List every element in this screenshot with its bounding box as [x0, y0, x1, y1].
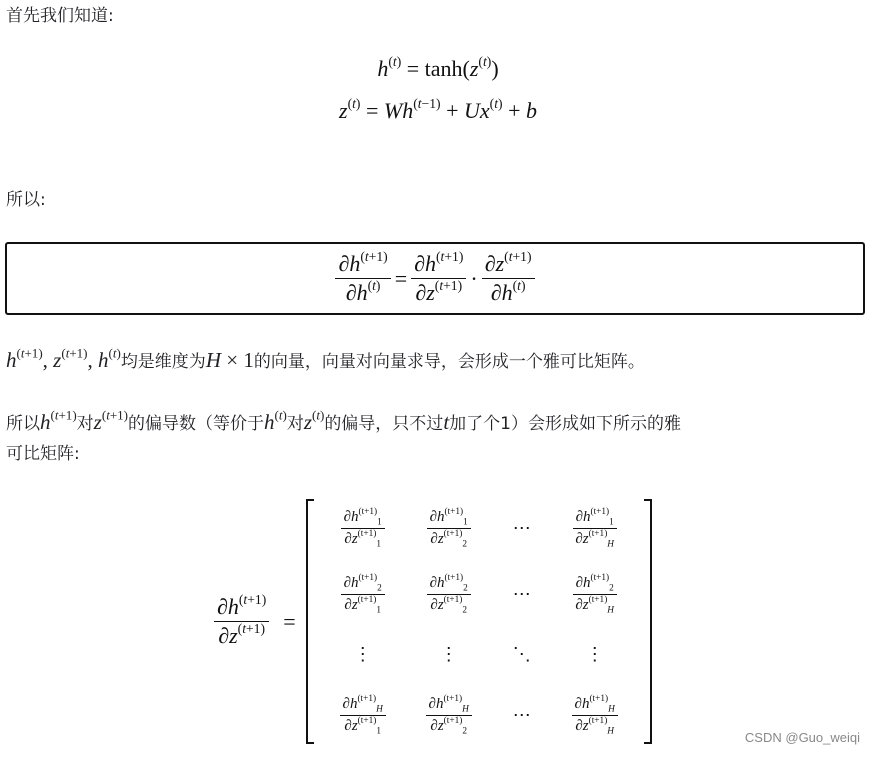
- boxed-equation: $\frac{\partial h^{(t+1)}}{\partial h^{(t)}}$ = $\frac{\partial h^{(t+1)}}{\partial z^{(t+1)}}$ · $\frac{\partial z^{(t+1)}}{\partial h^{(t)}}$: [5, 242, 865, 315]
- jacobian-equation: $\frac{\partial h^{(t+1)}}{\partial z^{(t+1)}}$ = $\frac{\partial h^{(t+1)}_1}{\partial z^{(t+1)}_1}$ $\frac{\partial h^{(t+1)}_1}{\partial z^{(t+1)}_2}$ ⋯ $\frac{\partial h^{(t+1)}_1}{\partial z^{(t+1)}_H}$ $\frac{\partial h^{(t+1)}_2}{\partial z^{(t+1)}_1}$ $\frac{\partial h^{(t+1)}_2}{\partial z^{(t+1)}_2}$ ⋯ $\frac{\partial h^{(t+1)}_2}{\partial z^{(t+1)}_H}$ ⋮ ⋮ ⋱ ⋮ $\frac{\partial h^{(t+1)}_H}{\partial z^{(t+1)}_1}$ $\frac{\partial h^{(t+1)}_H}{\partial z^{(t+1)}_2}$ ⋯ $\frac{\partial h^{(t+1)}_H}{\partial z^{(t+1)}_H}$: [210, 495, 652, 748]
- equation-z: $z^{(t)} = Wh^{(t-1)} + Ux^{(t)} + b$: [339, 95, 537, 123]
- dimension-text: $h^{(t+1)}$, $z^{(t+1)}$, $h^{(t)}$均是维度为H × 1的向量，向量对向量求导，会形成一个雅可比矩阵。: [6, 345, 645, 372]
- right-bracket: [644, 499, 652, 744]
- watermark: CSDN @Guo_weiqi: [744, 730, 860, 745]
- jacobian-matrix: $\frac{\partial h^{(t+1)}_1}{\partial z^{(t+1)}_1}$ $\frac{\partial h^{(t+1)}_1}{\partial z^{(t+1)}_2}$ ⋯ $\frac{\partial h^{(t+1)}_1}{\partial z^{(t+1)}_H}$ $\frac{\partial h^{(t+1)}_2}{\partial z^{(t+1)}_1}$ $\frac{\partial h^{(t+1)}_2}{\partial z^{(t+1)}_2}$ ⋯ $\frac{\partial h^{(t+1)}_2}{\partial z^{(t+1)}_H}$ ⋮ ⋮ ⋱ ⋮ $\frac{\partial h^{(t+1)}_H}{\partial z^{(t+1)}_1}$ $\frac{\partial h^{(t+1)}_H}{\partial z^{(t+1)}_2}$ ⋯ $\frac{\partial h^{(t+1)}_H}{\partial z^{(t+1)}_H}$: [314, 495, 644, 748]
- equation-h: $h^{(t)} = \tanh(z^{(t)})$: [377, 53, 499, 81]
- left-bracket: [306, 499, 314, 744]
- so-text: 所以:: [6, 190, 46, 210]
- jacobian-text-line2: 可比矩阵:: [6, 444, 80, 464]
- intro-text: 首先我们知道:: [6, 6, 114, 26]
- jacobian-text-line1: 所以$h^{(t+1)}$对$z^{(t+1)}$的偏导数（等价于$h^{(t)}$对$z^{(t)}$的偏导，只不过t加了个1）会形成如下所示的雅: [6, 407, 681, 434]
